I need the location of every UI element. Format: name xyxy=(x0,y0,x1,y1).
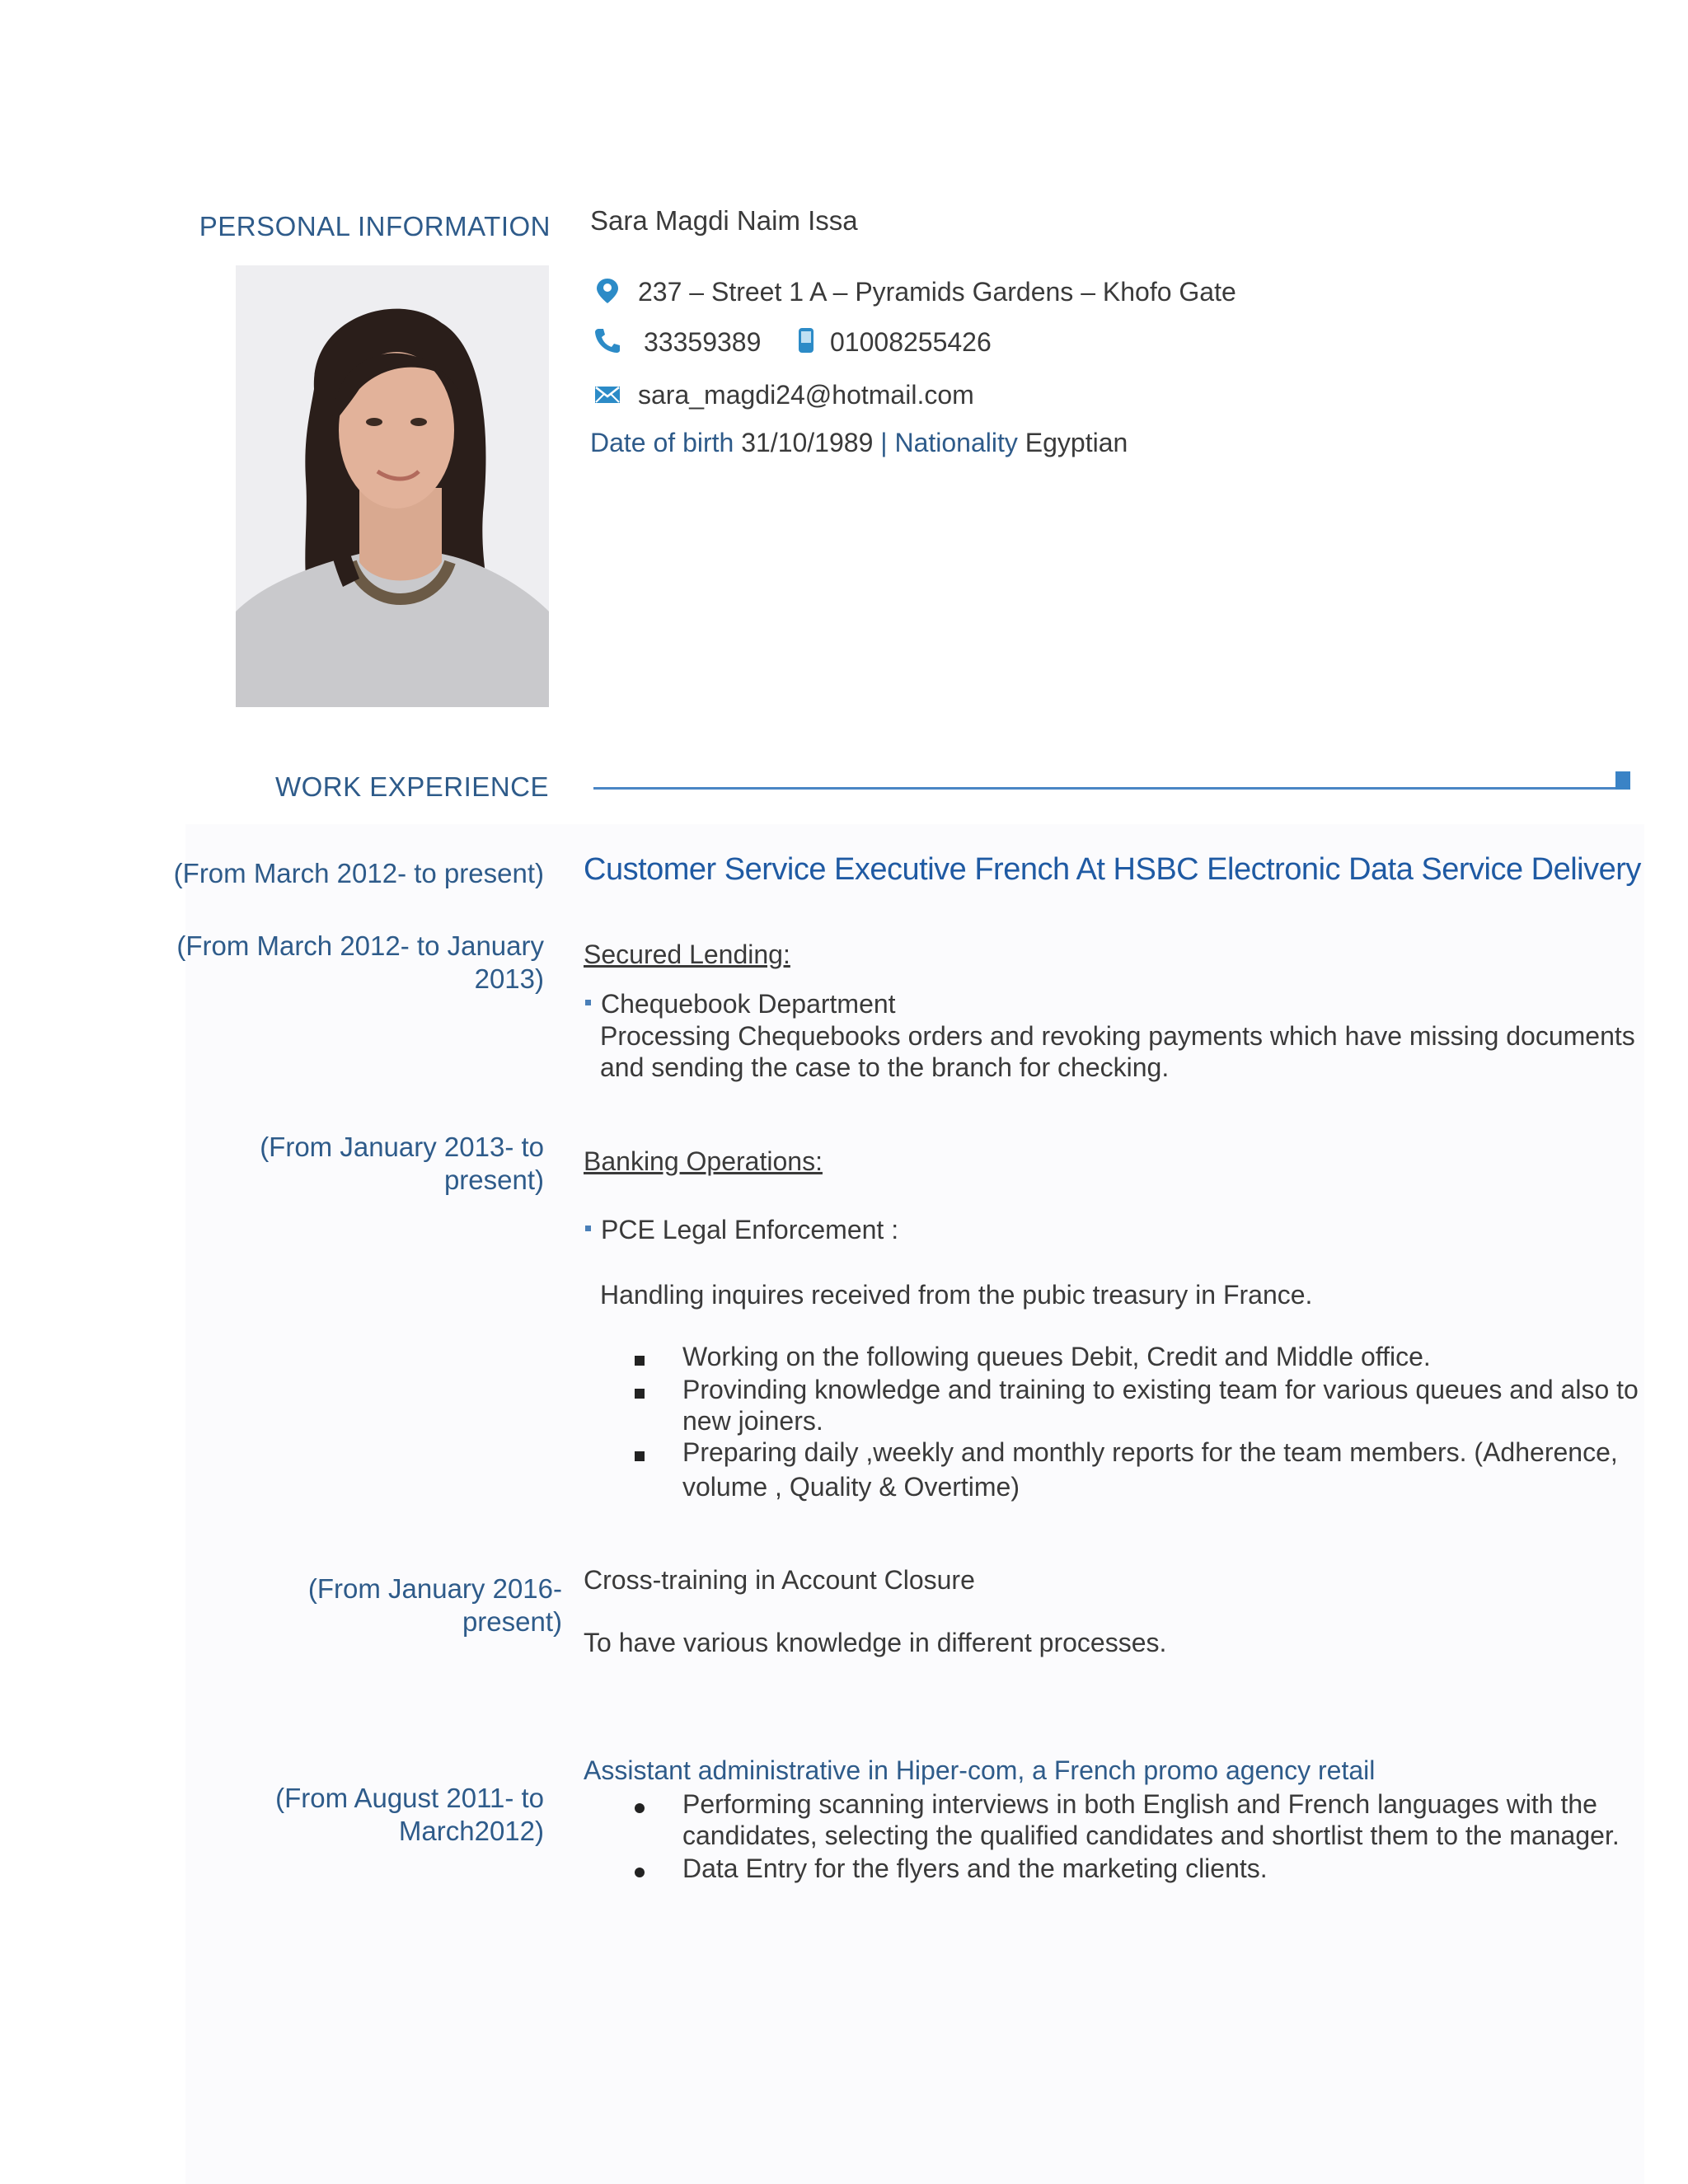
secured-lending-heading: Secured Lending: xyxy=(584,940,790,969)
list-item-text: Working on the following queues Debit, Credit and Middle office. xyxy=(682,1342,1431,1371)
list-item-text: Preparing daily ,weekly and monthly reports for the team members. (Adherence, xyxy=(682,1437,1618,1467)
job1-period: (From March 2012- to present) xyxy=(173,858,544,888)
list-item xyxy=(682,1788,1620,1851)
list-item-text: Provinding knowledge and training to existing team for various queues and also to xyxy=(682,1375,1639,1404)
job1-sub1-period xyxy=(176,930,544,996)
desc-line: and sending the case to the branch for checking. xyxy=(600,1052,1170,1082)
cross-training-heading: Cross-training in Account Closure xyxy=(584,1565,975,1595)
period-line: 2013) xyxy=(474,963,544,994)
email-address[interactable]: sara_magdi24@hotmail.com xyxy=(638,380,974,410)
section-divider xyxy=(593,787,1617,790)
chequebook-description xyxy=(600,1020,1635,1083)
period-line: present) xyxy=(443,1165,544,1195)
period-line: March2012) xyxy=(398,1816,544,1846)
period-line: (From August 2011- to xyxy=(275,1783,544,1813)
nationality-label: Nationality xyxy=(894,428,1018,457)
item-label: Chequebook Department xyxy=(601,989,896,1019)
cross-training-description: To have various knowledge in different processes. xyxy=(584,1628,1167,1657)
list-item-text: candidates, selecting the qualified candidates and shortlist them to the manager. xyxy=(682,1821,1620,1850)
list-item-text: Data Entry for the flyers and the marketing clients. xyxy=(682,1854,1268,1883)
list-item xyxy=(682,1341,1431,1372)
job2-period xyxy=(275,1782,544,1848)
nationality-value: Egyptian xyxy=(1025,428,1128,457)
pce-description: Handling inquires received from the pubic treasury in France. xyxy=(600,1280,1313,1310)
email-icon xyxy=(593,381,621,409)
list-item-text: new joiners. xyxy=(682,1406,823,1436)
location-pin-icon xyxy=(593,277,621,305)
period-line: (From January 2013- to xyxy=(260,1132,544,1162)
list-item xyxy=(682,1436,1618,1502)
dob-label: Date of birth xyxy=(590,428,734,457)
period-line: (From March 2012- to January xyxy=(176,930,544,961)
job1-sub3-period xyxy=(308,1572,562,1638)
work-experience-heading: WORK EXPERIENCE xyxy=(274,771,549,802)
list-item-text: volume , Quality & Overtime) xyxy=(682,1472,1020,1502)
birth-nationality-line xyxy=(590,426,1128,459)
address: 237 – Street 1 A – Pyramids Gardens – Khofo Gate xyxy=(638,277,1236,307)
job2-title: Assistant administrative in Hiper-com, a French promo agency retail xyxy=(584,1755,1376,1785)
list-item xyxy=(682,1374,1639,1436)
dob-value: 31/10/1989 xyxy=(741,428,874,457)
profile-photo xyxy=(236,265,549,707)
section-divider-cap xyxy=(1615,771,1630,790)
separator: | xyxy=(880,428,888,457)
mobile-phone-icon xyxy=(791,326,819,354)
mobile-number: 01008255426 xyxy=(830,327,992,357)
list-item xyxy=(682,1853,1268,1884)
desc-line: Processing Chequebooks orders and revoking payments which have missing documents xyxy=(600,1021,1635,1051)
job1-title: Customer Service Executive French At HSBC Electronic Data Service Delivery xyxy=(584,852,1641,887)
list-item-text: Performing scanning interviews in both English and French languages with the xyxy=(682,1789,1597,1819)
job1-sub2-period xyxy=(260,1131,544,1197)
phone-number: 33359389 xyxy=(644,327,762,357)
phone-icon xyxy=(593,326,621,354)
personal-information-heading: PERSONAL INFORMATION xyxy=(199,211,551,241)
chequebook-item xyxy=(585,987,896,1020)
banking-operations-heading: Banking Operations: xyxy=(584,1146,823,1176)
period-line: (From January 2016- xyxy=(307,1573,562,1604)
full-name: Sara Magdi Naim Issa xyxy=(590,205,858,236)
period-line: present) xyxy=(462,1606,562,1637)
item-label: PCE Legal Enforcement : xyxy=(601,1215,899,1244)
pce-item xyxy=(585,1213,898,1246)
